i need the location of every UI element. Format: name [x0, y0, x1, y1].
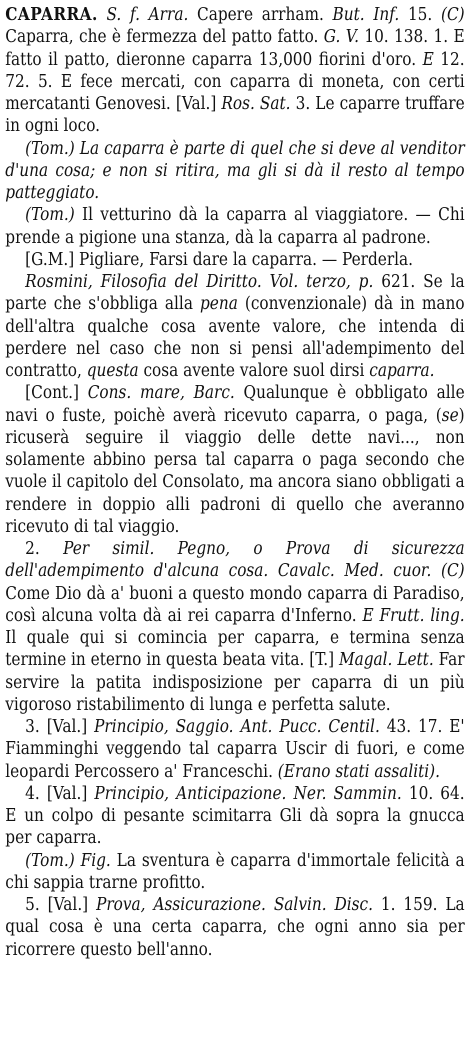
entry-paragraph-3 — [5, 204, 464, 249]
entry-paragraph-2 — [5, 138, 464, 205]
italic-text: Rosmini, Filosofia del Diritto. Vol. terzo, p. — [25, 272, 374, 292]
entry-paragraph-6 — [5, 382, 464, 538]
headword: CAPARRA. — [5, 5, 98, 25]
entry-paragraph-4 — [5, 249, 464, 271]
body-text — [98, 5, 107, 25]
entry-paragraph-7 — [5, 538, 464, 716]
entry-paragraph-1 — [5, 4, 464, 138]
italic-text: Cons. mare, Barc. — [87, 383, 235, 404]
italic-text: E — [422, 49, 434, 70]
entry-paragraph-10 — [5, 850, 464, 895]
italic-text: caparra. — [369, 361, 435, 381]
italic-text: Principio, Anticipazione. Ner. Sammin. — [94, 783, 402, 804]
entry-paragraph-5 — [5, 271, 464, 382]
italic-text: se — [441, 405, 459, 426]
body-text: [Cont.] — [25, 383, 88, 404]
italic-text: S. f. Arra. — [106, 5, 189, 25]
body-text: 3. Le caparre truffare in ogni loco. — [5, 94, 465, 137]
body-text: Come Dio dà a' buoni a questo mondo caparra di Paradiso, così alcuna volta dà ai rei caparra d'Inferno. — [5, 583, 465, 626]
italic-text: La caparra è parte di quel che si deve al venditor d'una cosa; e non si ritira, ma gli si dà il resto al tempo patteggiato. — [5, 138, 465, 203]
italic-text: Magal. Lett. — [338, 650, 434, 671]
italic-text: (Tom.) — [25, 138, 75, 159]
body-text: 621. Se la parte che s'obbliga alla — [5, 272, 465, 315]
body-text: 12. 72. 5. E fece mercati, con caparra di moneta, con certi mercatanti Genovesi. [Val.] — [5, 49, 465, 114]
body-text: Caparra, che è fermezza del patto fatto. — [5, 27, 324, 48]
italic-text: (C) — [440, 5, 465, 25]
entry-paragraph-9 — [5, 783, 464, 850]
body-text: Capere arrham. — [188, 5, 333, 25]
body-text: 2. — [25, 539, 64, 559]
italic-text: Ros. Sat. — [221, 94, 291, 114]
body-text: 10. 138. 1. E fatto il patto, dieronne caparra 13,000 fiorini d'oro. — [5, 27, 465, 70]
body-text: 4. [Val.] — [25, 783, 95, 804]
body-text: [G.M.] Pigliare, Farsi dare la caparra. — Perderla. — [25, 249, 414, 270]
body-text — [431, 561, 441, 581]
italic-text: G. V. — [323, 27, 359, 48]
body-text: Il vetturino dà la caparra al viaggiatore. — Chi prende a pigione una stanza, dà la caparra al padrone. — [5, 205, 465, 248]
body-text: (convenzionale) dà in mano dell'altra qualche cosa avente valore, che intenda di perdere nel caso che non si pensi all'adempimento del contratto, — [5, 294, 465, 381]
body-text: 5. [Val.] — [25, 895, 97, 915]
italic-text: (Tom.) — [25, 205, 75, 226]
italic-text: (C) — [440, 561, 465, 582]
italic-text: pena — [199, 294, 238, 315]
body-text: 1. 159. La qual cosa è una certa caparra, che ogni anno sia per ricorrere questo bell'anno. — [5, 895, 465, 960]
italic-text: Prova, Assicurazione. Salvin. Disc. — [96, 895, 373, 915]
italic-text: (Erano stati assaliti). — [277, 761, 440, 782]
body-text: Qualunque è obbligato alle navi o fuste, poichè averà ricevuto caparra, o paga, ( — [5, 383, 465, 426]
italic-text: But. Inf. — [332, 5, 400, 25]
body-text: Il quale qui si comincia per caparra, e termina senza termine in eterno in questa beata vita. [T.] — [5, 628, 465, 671]
italic-text: E Frutt. ling. — [362, 605, 465, 626]
body-text: 43. 17. E' Fiamminghi veggendo tal caparra Uscir di fuori, e come leopardi Percossero a' Franceschi. — [5, 717, 465, 782]
italic-text: Principio, Saggio. Ant. Pucc. Centil. — [94, 717, 380, 737]
entry-paragraph-11 — [5, 894, 464, 961]
entry-paragraph-8 — [5, 716, 464, 783]
italic-text: questa — [86, 361, 139, 381]
italic-text: Per simil. Pegno, o Prova di sicurezza dell'adempimento d'alcuna cosa. Cavalc. Med. cuor. — [5, 539, 465, 582]
body-text: ) ricuserà seguire il viaggio delle dette navi..., non solamente abbino persa tal caparra o paga secondo che vuole il capitolo del Consolato, ma ancora siano obbligati a rendere in doppio alli padroni di quello che averanno ricevuto di tal viaggio. — [5, 405, 465, 537]
body-text: 3. [Val.] — [25, 717, 95, 737]
body-text: 10. 64. E un colpo di pesante scimitarra Gli dà sopra la gnucca per caparra. — [5, 783, 465, 849]
body-text: Far servire la patita indisposizione per caparra di un più vigoroso ristabilimento di lunga e perfetta salute. — [5, 650, 465, 715]
body-text: cosa avente valore suol dirsi — [138, 361, 370, 381]
italic-text: (Tom.) Fig. — [25, 850, 111, 871]
body-text: La sventura è caparra d'immortale felicità a chi sappia trarne profitto. — [5, 850, 465, 893]
body-text: 15. — [399, 5, 441, 25]
